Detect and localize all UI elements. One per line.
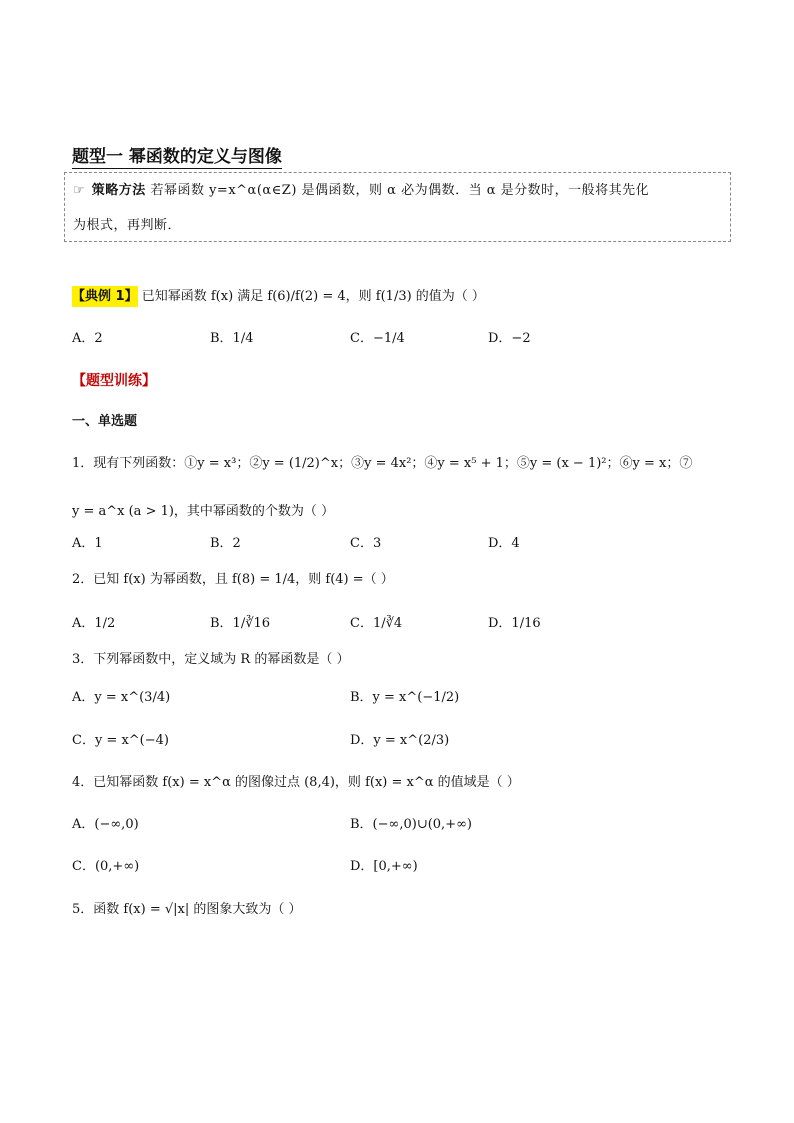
- q3-option-b: B．y = x^(−1/2): [350, 690, 460, 705]
- strategy-box: [64, 172, 731, 242]
- example-option-b: B．1/4: [210, 331, 254, 346]
- example-tag: 【典例 1】: [72, 286, 138, 307]
- q1-option-a: A．1: [72, 536, 103, 551]
- section-title: 题型一 幂函数的定义与图像: [72, 142, 282, 169]
- single-choice-header: 一、单选题: [72, 414, 138, 429]
- q3-option-d: D．y = x^(2/3): [350, 733, 450, 748]
- q1-option-c: C．3: [350, 536, 382, 551]
- q2-option-a: A．1/2: [72, 616, 116, 631]
- q1-option-b: B．2: [210, 536, 241, 551]
- q3-option-c: C．y = x^(−4): [72, 733, 169, 748]
- q2-option-b: B．1/∛16: [210, 616, 271, 631]
- q4-option-b: B．(−∞,0)∪(0,+∞): [350, 817, 472, 832]
- q3-stem: 3．下列幂函数中，定义域为 R 的幂函数是（ ）: [72, 652, 350, 667]
- q4-option-a: A．(−∞,0): [72, 817, 139, 832]
- q2-stem: 2．已知 f(x) 为幂函数，且 f(8) = 1/4，则 f(4) =（ ）: [72, 572, 394, 587]
- q2-option-d: D．1/16: [488, 616, 541, 631]
- example-option-a: A．2: [72, 331, 103, 346]
- q1-option-d: D．4: [488, 536, 520, 551]
- strategy-line-1: [73, 179, 649, 198]
- example-option-d: D．−2: [488, 331, 531, 346]
- strategy-line-2: 为根式，再判断．: [73, 218, 182, 233]
- example-1: [72, 285, 485, 304]
- q2-option-c: C．1/∛4: [350, 616, 403, 631]
- q4-option-d: D．[0,+∞): [350, 859, 418, 874]
- q4-stem: 4．已知幂函数 f(x) = x^α 的图像过点 (8,4)，则 f(x) = x^α 的值域是（ ）: [72, 775, 520, 790]
- pointing-hand-icon: ☞: [73, 183, 86, 198]
- example-stem: 已知幂函数 f(x) 满足 f(6)/f(2) = 4，则 f(1/3) 的值为（ ）: [141, 289, 485, 304]
- example-option-c: C．−1/4: [350, 331, 405, 346]
- q3-option-a: A．y = x^(3/4): [72, 690, 171, 705]
- training-header: 【题型训练】: [72, 373, 156, 389]
- q4-option-c: C．(0,+∞): [72, 859, 140, 874]
- strategy-label: 策略方法: [91, 183, 146, 198]
- q5-stem: 5．函数 f(x) = √|x| 的图象大致为（ ）: [72, 902, 302, 917]
- q1-stem-line1: 1．现有下列函数：①y = x³；②y = (1/2)^x；③y = 4x²；④y = x⁵ + 1；⑤y = (x − 1)²；⑥y = x；⑦: [72, 456, 693, 471]
- strategy-text-1: 若幂函数 y=x^α(α∈Z) 是偶函数，则 α 必为偶数．当 α 是分数时，一般将其先化: [150, 183, 650, 198]
- q1-stem-line2: y = a^x (a > 1)，其中幂函数的个数为（ ）: [72, 504, 335, 519]
